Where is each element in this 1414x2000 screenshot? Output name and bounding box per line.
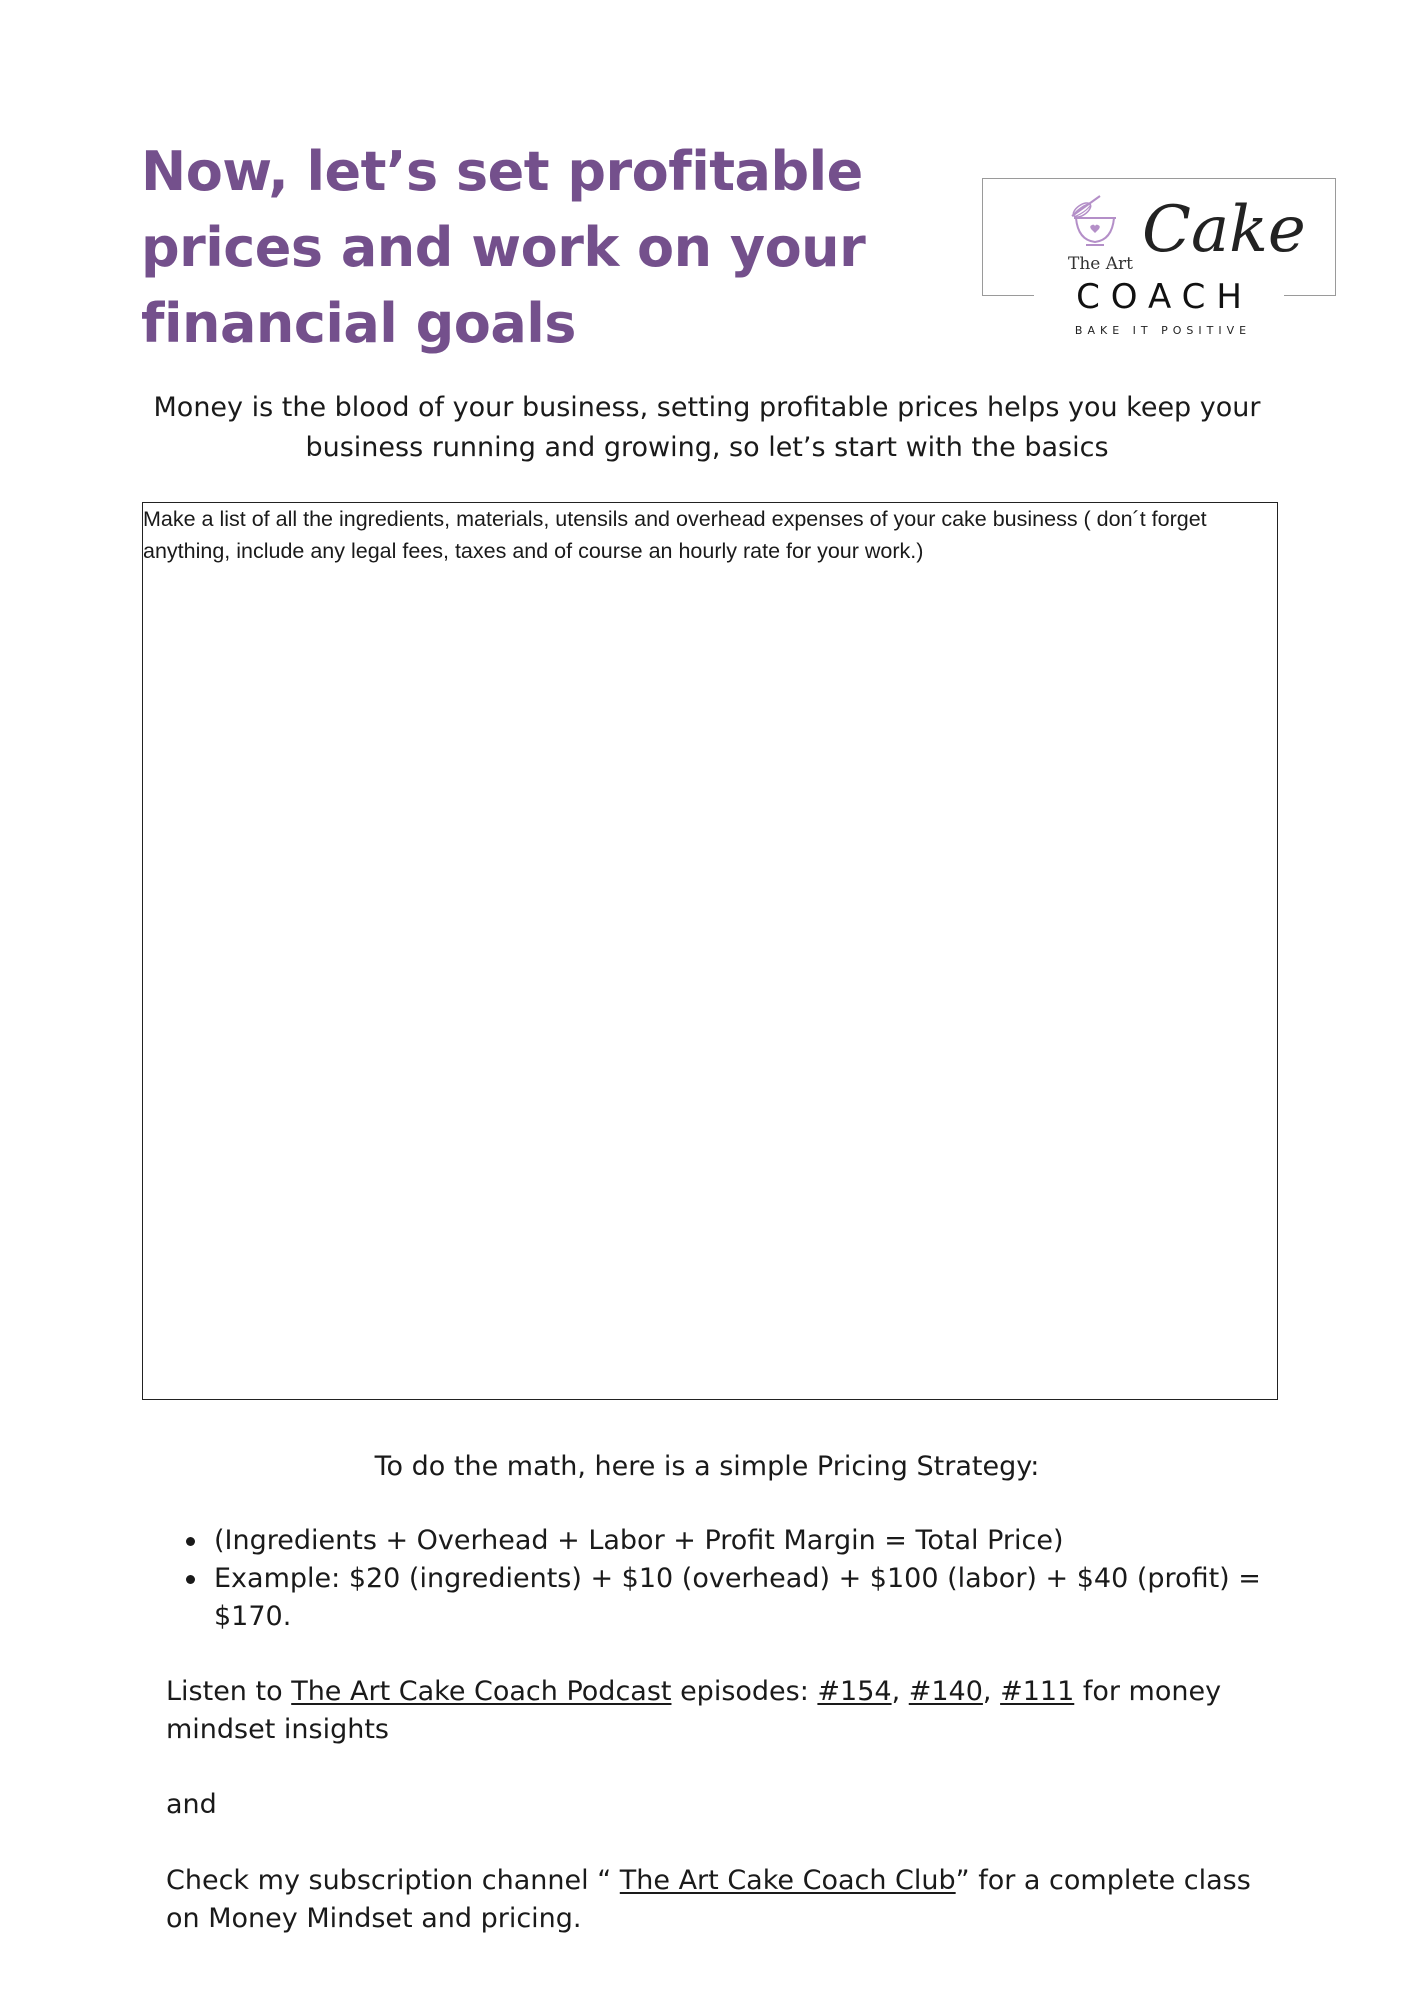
title-line-2: prices and work on your <box>141 216 866 279</box>
podcast-middle: episodes: <box>671 1676 818 1707</box>
logo-coach-wordmark: COACH <box>1034 276 1284 318</box>
club-suffix: ” for a complete class on Money Mindset and pricing. <box>166 1865 1251 1934</box>
club-prefix: Check my subscription channel “ <box>166 1865 620 1896</box>
page-title <box>141 134 866 362</box>
podcast-link[interactable]: The Art Cake Coach Podcast <box>291 1676 672 1707</box>
separator: , <box>982 1676 1001 1707</box>
podcast-prefix: Listen to <box>166 1676 292 1707</box>
list-item: Example: $20 (ingredients) + $10 (overhead) + $100 (labor) + $40 (profit) = $170. <box>214 1560 1304 1636</box>
pricing-strategy-heading: To do the math, here is a simple Pricing Strategy: <box>374 1451 1040 1482</box>
pricing-formula-list <box>166 1522 1304 1636</box>
list-item: (Ingredients + Overhead + Labor + Profit Margin = Total Price) <box>214 1522 1304 1560</box>
expense-list-box[interactable] <box>142 502 1278 1400</box>
expense-list-prompt: Make a list of all the ingredients, materials, utensils and overhead expenses of your cake business ( don´t forget anything, include any legal fees, taxes and of course an hourly rate for your work.) <box>143 507 1207 563</box>
club-link[interactable]: The Art Cake Coach Club <box>619 1865 956 1896</box>
episode-140-link[interactable]: #140 <box>908 1676 983 1707</box>
podcast-suffix: for money mindset insights <box>166 1676 1222 1745</box>
logo-the-art: The Art <box>1068 254 1133 274</box>
episode-111-link[interactable]: #111 <box>1000 1676 1075 1707</box>
episode-154-link[interactable]: #154 <box>817 1676 892 1707</box>
brand-logo <box>982 178 1338 340</box>
title-line-1: Now, let’s set profitable <box>141 140 863 203</box>
podcast-paragraph <box>166 1673 1256 1749</box>
title-line-3: financial goals <box>141 292 576 355</box>
club-paragraph <box>166 1862 1256 1938</box>
logo-tagline: BAKE IT POSITIVE <box>1074 324 1252 337</box>
logo-cake-script: Cake <box>1142 193 1306 267</box>
separator: , <box>891 1676 909 1707</box>
intro-paragraph: Money is the blood of your business, setting profitable prices helps you keep your business running and growing, so let’s start with the basics <box>153 392 1261 463</box>
and-text: and <box>166 1789 217 1820</box>
